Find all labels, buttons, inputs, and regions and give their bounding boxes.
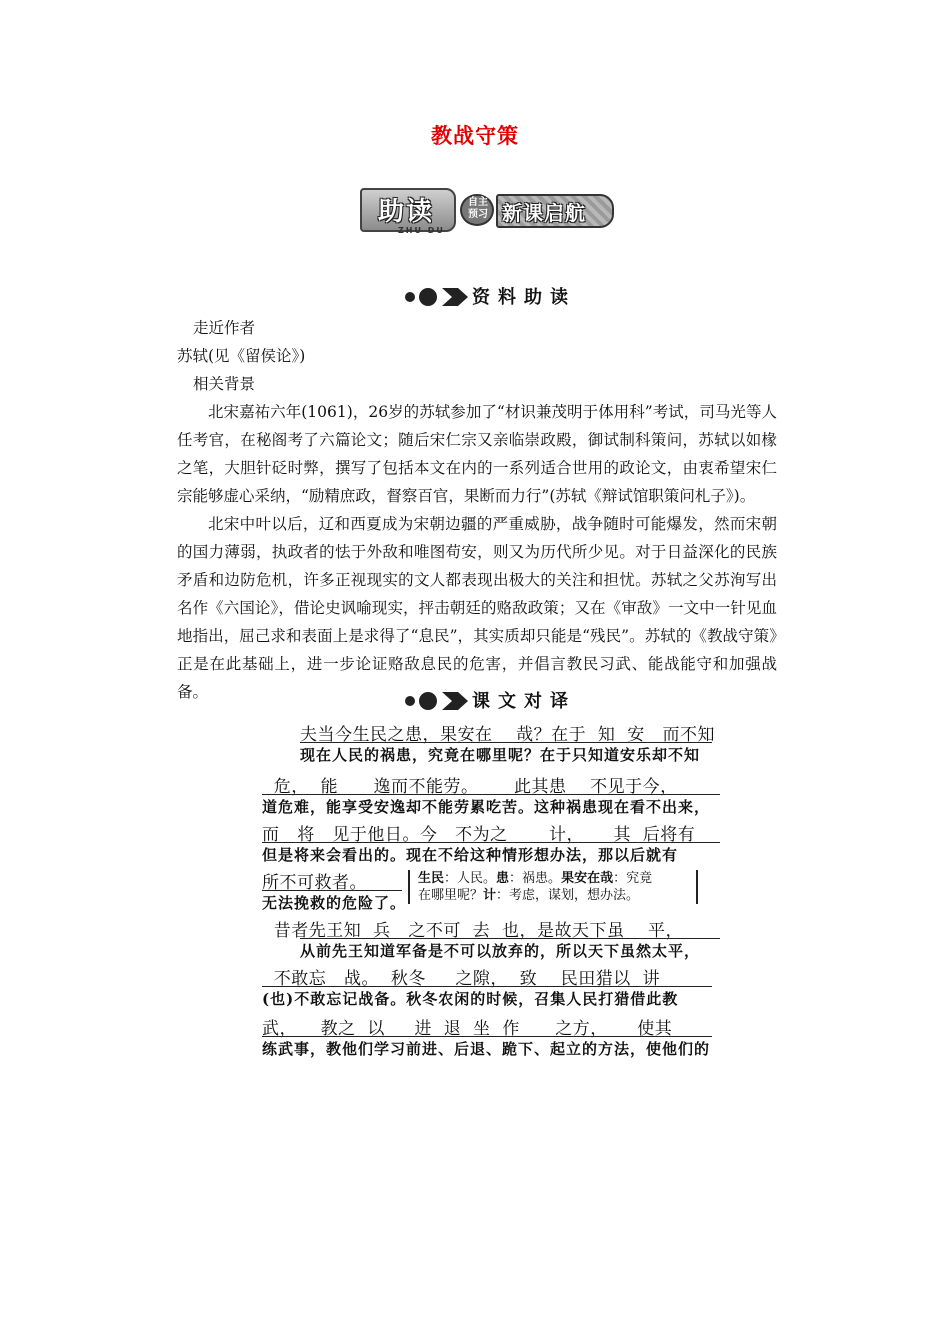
underline	[262, 842, 720, 843]
underline	[262, 794, 720, 795]
banner-pinyin: ZHU DU	[398, 226, 445, 235]
translation-line: 现在人民的祸患，究竟在哪里呢？在于只知道安乐却不知	[300, 746, 701, 764]
original-line: 所不可救者。	[262, 873, 367, 893]
original-line: 不敢忘 战。 秋冬 之隙， 致 民田猎以 讲	[262, 969, 661, 989]
translation-line: 练武事，教他们学习前进、后退、跪下、起立的方法，使他们的	[262, 1040, 711, 1058]
note-def: ：祸患。	[509, 871, 562, 886]
underline	[300, 742, 712, 743]
original-line: 危， 能 逸而不能劳。 此其患 不见于今，	[262, 777, 678, 797]
note-def: 在哪里呢？	[418, 888, 484, 903]
original-line: 夫当今生民之患，果安在 哉？在于 知 安 而不知	[300, 725, 715, 745]
original-line: 武， 教之 以 进 退 坐 作 之方， 使其	[262, 1019, 673, 1039]
translation-line: 道危难，能享受安逸却不能劳累吃苦。这种祸患现在看不出来，	[262, 798, 711, 816]
page-title: 教战守策	[431, 124, 519, 148]
paragraph-2: 北宋中叶以后，辽和西夏成为宋朝边疆的严重威胁，战争随时可能爆发，然而宋朝的国力薄弱，执政者的怯于外敌和唯图苟安，则又为历代所少见。对于日益深化的民族矛盾和边防危机，许多正视现实的文人都表现出极大的关注和担忧。苏轼之父苏洵写出名作《六国论》，借论史讽喻现实，抨击朝廷的赂敌政策；又在《审敌》一文中一针见血地指出，屈己求和表面上是求得了“息民”，其实质却只能是“残民”。苏轼的《教战守策》正是在此基础上，进一步论证赂敌息民的危害，并倡言教民习武、能战能守和加强战备。	[177, 515, 777, 701]
original-line: 而 将 见于他日。今 不为之 计， 其 后将有	[262, 825, 696, 845]
note-def: ：究竟	[613, 871, 653, 886]
note-term: 果安在哉	[561, 871, 614, 886]
author-text: 苏轼(见《留侯论》)	[177, 347, 306, 365]
original-line: 昔者先王知 兵 之不可 去 也，是故天下虽 平，	[262, 921, 684, 941]
note-def: ：人民。	[444, 871, 497, 886]
section-header-materials	[0, 282, 950, 310]
translation-line: 从前先王知道军备是不可以放弃的，所以天下虽然太平，	[300, 942, 701, 960]
banner-right-text: 新课启航	[502, 201, 586, 225]
note-def: ：考虑，谋划，想办法。	[496, 888, 640, 903]
dots-arrow-icon	[402, 690, 470, 712]
underline	[262, 890, 402, 891]
section-label: 课文对译	[472, 691, 576, 712]
banner-sub-text: 自主预习	[468, 197, 488, 220]
dots-arrow-icon	[402, 286, 470, 308]
translation-line: (也)不敢忘记战备。秋冬农闲的时候，召集人民打猎借此教	[262, 990, 679, 1008]
underline	[300, 938, 720, 939]
author-heading: 走近作者	[193, 319, 256, 337]
note-term: 患	[496, 871, 510, 886]
section-banner	[360, 188, 615, 236]
translation-line: 但是将来会看出的。现在不给这种情形想办法，那以后就有	[262, 846, 679, 864]
background-heading: 相关背景	[193, 375, 256, 393]
underline	[262, 986, 712, 987]
vocabulary-note	[408, 870, 698, 904]
section-label: 资料助读	[472, 287, 576, 308]
translation-line: 无法挽救的危险了。	[262, 894, 407, 912]
paragraph-1: 北宋嘉祐六年(1061)，26岁的苏轼参加了“材识兼茂明于体用科”考试，司马光等人任考官，在秘阁考了六篇论文；随后宋仁宗又亲临崇政殿，御试制科策问，苏轼以如椽之笔，大胆针砭时弊，撰写了包括本文在内的一系列适合世用的政论文，由衷希望宋仁宗能够虚心采纳，“励精庶政，督察百官，果断而力行”(苏轼《辩试馆职策问札子》)。	[177, 403, 777, 505]
section-header-translation	[0, 686, 950, 714]
note-term: 生民	[418, 871, 445, 886]
note-term: 计	[483, 888, 497, 903]
banner-main-text: 助读	[378, 197, 435, 227]
underline	[262, 1036, 712, 1037]
